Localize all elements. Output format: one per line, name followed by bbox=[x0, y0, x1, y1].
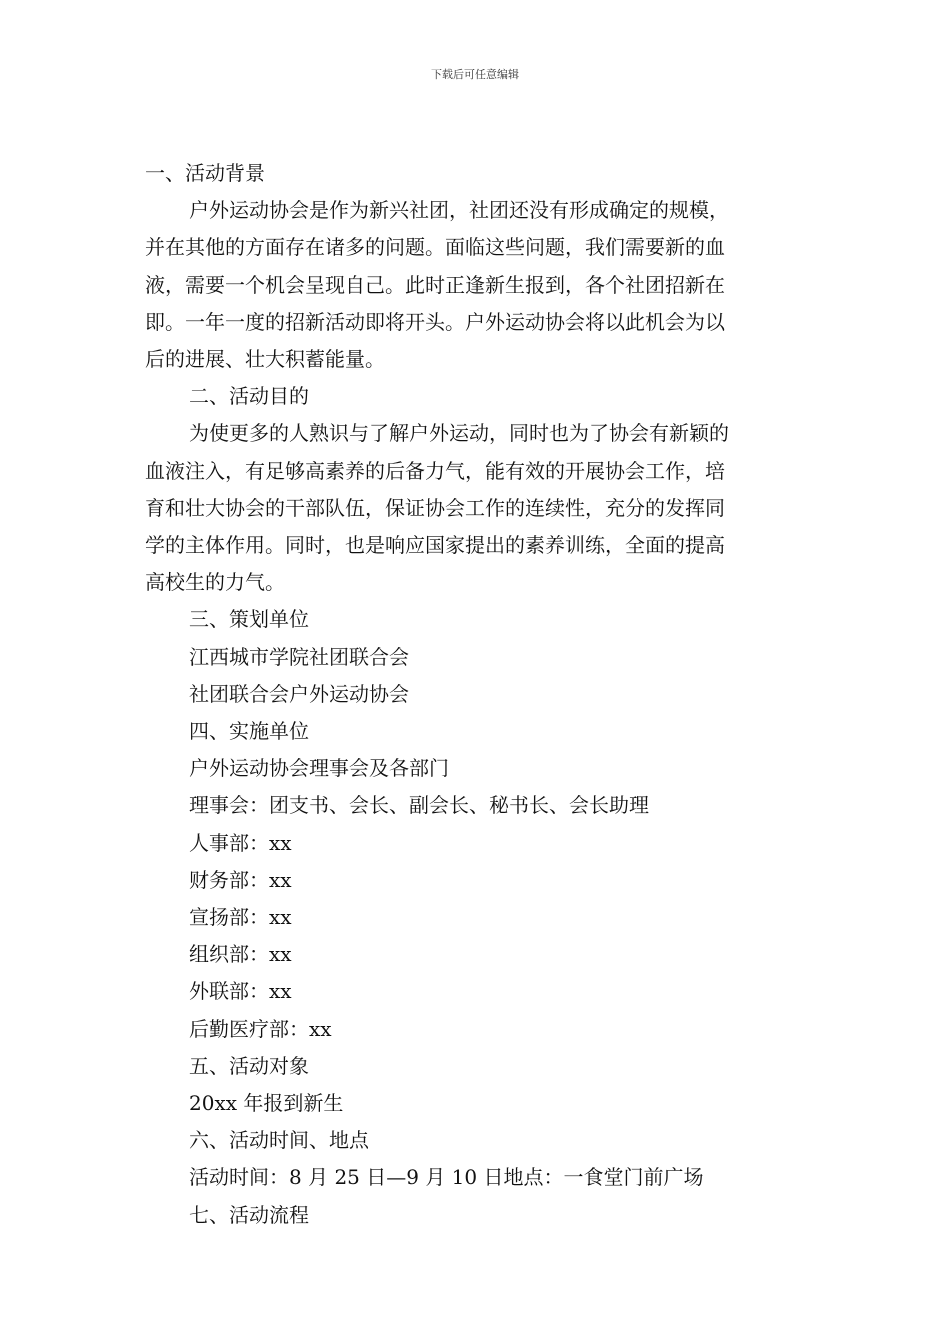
page-header: 下载后可任意编辑 bbox=[431, 68, 519, 81]
text-line: 育和壮大协会的干部队伍，保证协会工作的连续性，充分的发挥同 bbox=[145, 495, 725, 520]
text-line: 三、策划单位 bbox=[189, 607, 309, 632]
text-line: 后勤医疗部：xx bbox=[189, 1016, 332, 1041]
text-line: 活动时间：8 月 25 日—9 月 10 日地点：一食堂门前广场 bbox=[189, 1165, 704, 1190]
text-line: 一、活动背景 bbox=[145, 161, 265, 185]
text-line: 理事会：团支书、会长、副会长、秘书长、会长助理 bbox=[189, 793, 649, 818]
text-line: 四、实施单位 bbox=[189, 719, 309, 744]
text-line: 财务部：xx bbox=[189, 867, 292, 892]
text-line: 20xx 年报到新生 bbox=[189, 1091, 344, 1116]
text-line: 为使更多的人熟识与了解户外运动，同时也为了协会有新颖的 bbox=[189, 421, 729, 446]
text-line: 六、活动时间、地点 bbox=[189, 1128, 369, 1153]
text-line: 液，需要一个机会呈现自己。此时正逢新生报到，各个社团招新在 bbox=[145, 272, 725, 297]
text-line: 并在其他的方面存在诸多的问题。面临这些问题，我们需要新的血 bbox=[145, 235, 725, 260]
document-body bbox=[145, 155, 810, 1234]
text-line: 户外运动协会理事会及各部门 bbox=[189, 756, 449, 781]
text-line: 江西城市学院社团联合会 bbox=[189, 644, 409, 669]
text-line: 宣扬部：xx bbox=[189, 905, 292, 930]
text-line: 组织部：xx bbox=[189, 942, 292, 967]
text-line: 七、活动流程 bbox=[189, 1202, 309, 1227]
text-line: 后的进展、壮大积蓄能量。 bbox=[145, 347, 385, 372]
text-line: 五、活动对象 bbox=[189, 1053, 309, 1078]
text-line: 人事部：xx bbox=[189, 830, 292, 855]
text-line: 高校生的力气。 bbox=[145, 570, 285, 595]
text-line: 即。一年一度的招新活动即将开头。户外运动协会将以此机会为以 bbox=[145, 309, 725, 334]
text-line: 社团联合会户外运动协会 bbox=[189, 681, 409, 706]
text-line: 二、活动目的 bbox=[189, 384, 309, 409]
text-line: 外联部：xx bbox=[189, 979, 292, 1004]
text-line: 学的主体作用。同时，也是响应国家提出的素养训练，全面的提高 bbox=[145, 533, 725, 558]
text-line: 血液注入，有足够高素养的后备力气，能有效的开展协会工作，培 bbox=[145, 458, 725, 483]
text-line: 户外运动协会是作为新兴社团，社团还没有形成确定的规模， bbox=[189, 198, 729, 223]
